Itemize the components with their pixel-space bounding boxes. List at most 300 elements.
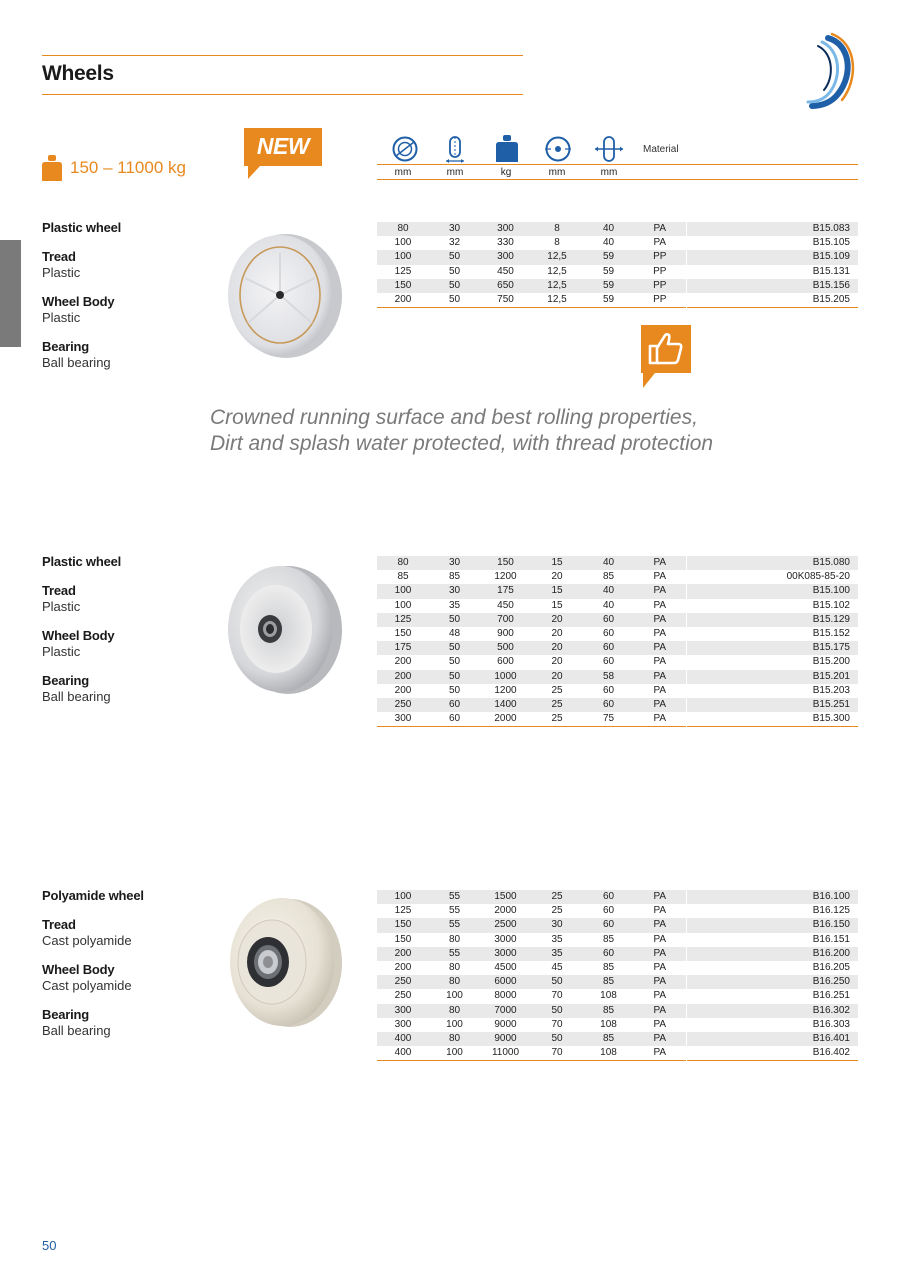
article-code-cell: B16.151	[743, 933, 858, 947]
table-cell: 55	[429, 947, 480, 961]
table-cell: 60	[429, 712, 480, 727]
table-cell: PA	[634, 1018, 686, 1032]
table-cell: PA	[634, 599, 686, 613]
article-code-cell: B16.251	[743, 989, 858, 1003]
table-cell: 100	[377, 584, 429, 598]
table-cell: 80	[377, 222, 429, 236]
table-row	[377, 584, 858, 598]
table-row	[377, 599, 858, 613]
table-cell: 200	[377, 947, 429, 961]
plastic-wheel-bearing-image	[220, 560, 346, 698]
table-cell: 59	[583, 279, 634, 293]
table-cell: 12,5	[531, 293, 583, 308]
table-cell: 450	[480, 265, 531, 279]
table-cell: PA	[634, 222, 686, 236]
table-cell: 900	[480, 627, 531, 641]
article-code-cell: B16.401	[743, 1032, 858, 1046]
wheel-body-value: Cast polyamide	[42, 978, 132, 993]
table-cell: 400	[377, 1046, 429, 1061]
table-cell: 150	[377, 933, 429, 947]
table-cell: 35	[531, 947, 583, 961]
table-cell: 85	[583, 570, 634, 584]
table-cell: 60	[583, 947, 634, 961]
article-code-cell: B15.175	[743, 641, 858, 655]
table-cell: 1500	[480, 890, 531, 904]
table-cell: PA	[634, 975, 686, 989]
table-cell: 50	[531, 1004, 583, 1018]
unit-width: mm	[446, 167, 464, 178]
table-cell: 50	[429, 670, 480, 684]
wheel-body-value: Plastic	[42, 310, 81, 325]
bearing-value: Ball bearing	[42, 355, 111, 370]
wheel-diameter-icon	[390, 134, 420, 164]
table-cell: 55	[429, 918, 480, 932]
spacer-cell	[686, 599, 743, 613]
article-code-cell: B15.152	[743, 627, 858, 641]
table-cell: PA	[634, 584, 686, 598]
units-rule-top	[377, 164, 858, 165]
table-cell: 400	[377, 1032, 429, 1046]
table-cell: 25	[531, 698, 583, 712]
table-cell: 85	[583, 975, 634, 989]
table-cell: 8	[531, 236, 583, 250]
table-cell: PA	[634, 1032, 686, 1046]
article-code-cell: B15.080	[743, 556, 858, 570]
table-row	[377, 1004, 858, 1018]
tagline-line-2: Dirt and splash water protected, with thread protection	[210, 432, 714, 455]
table-cell: PP	[634, 265, 686, 279]
table-row	[377, 961, 858, 975]
table-cell: PP	[634, 250, 686, 264]
table-cell: PP	[634, 293, 686, 308]
tagline	[210, 405, 713, 457]
spacer-cell	[686, 293, 743, 308]
spacer-cell	[686, 250, 743, 264]
table-row	[377, 222, 858, 236]
table-cell: 25	[531, 712, 583, 727]
section-3-table	[377, 890, 858, 1061]
table-row	[377, 655, 858, 669]
table-cell: PA	[634, 1004, 686, 1018]
spacer-cell	[686, 236, 743, 250]
load-capacity-icon	[492, 134, 522, 164]
article-code-cell: B16.150	[743, 918, 858, 932]
table-cell: 500	[480, 641, 531, 655]
spacer-cell	[686, 1032, 743, 1046]
table-row	[377, 613, 858, 627]
table-cell: 85	[377, 570, 429, 584]
wheel-width-icon	[440, 134, 470, 164]
table-cell: 50	[531, 975, 583, 989]
table-cell: PA	[634, 933, 686, 947]
table-cell: 50	[429, 293, 480, 308]
table-cell: 15	[531, 584, 583, 598]
table-cell: 40	[583, 556, 634, 570]
table-cell: 60	[583, 904, 634, 918]
table-row	[377, 570, 858, 584]
article-code-cell: B15.251	[743, 698, 858, 712]
article-code-cell: B15.200	[743, 655, 858, 669]
article-code-cell: B16.303	[743, 1018, 858, 1032]
table-cell: 80	[377, 556, 429, 570]
table-row	[377, 556, 858, 570]
table-cell: PA	[634, 918, 686, 932]
table-cell: 15	[531, 556, 583, 570]
table-cell: PA	[634, 236, 686, 250]
article-code-cell: B15.083	[743, 222, 858, 236]
table-cell: 80	[429, 975, 480, 989]
table-cell: 60	[583, 684, 634, 698]
table-cell: 450	[480, 599, 531, 613]
table-cell: 25	[531, 684, 583, 698]
bearing-label: Bearing	[42, 339, 90, 354]
table-cell: 2000	[480, 712, 531, 727]
unit-load: kg	[500, 167, 512, 178]
tread-value: Plastic	[42, 265, 81, 280]
table-cell: 200	[377, 670, 429, 684]
article-code-cell: B15.131	[743, 265, 858, 279]
table-cell: 9000	[480, 1032, 531, 1046]
table-cell: 2500	[480, 918, 531, 932]
table-cell: 200	[377, 684, 429, 698]
table-cell: 85	[583, 1004, 634, 1018]
table-cell: 50	[429, 684, 480, 698]
table-cell: 80	[429, 961, 480, 975]
table-cell: 70	[531, 989, 583, 1003]
table-cell: 100	[429, 989, 480, 1003]
spacer-cell	[686, 222, 743, 236]
article-code-cell: B15.201	[743, 670, 858, 684]
spacer-cell	[686, 627, 743, 641]
table-row	[377, 904, 858, 918]
table-cell: 175	[480, 584, 531, 598]
table-cell: 100	[377, 250, 429, 264]
table-row	[377, 918, 858, 932]
table-cell: 30	[531, 918, 583, 932]
section-1-table	[377, 222, 858, 308]
table-cell: 60	[583, 627, 634, 641]
bearing-label: Bearing	[42, 1007, 90, 1022]
table-cell: 3000	[480, 933, 531, 947]
section-2-table	[377, 556, 858, 727]
table-cell: PA	[634, 556, 686, 570]
table-cell: 150	[377, 918, 429, 932]
spacer-cell	[686, 712, 743, 727]
table-cell: 3000	[480, 947, 531, 961]
table-cell: 9000	[480, 1018, 531, 1032]
bearing-label: Bearing	[42, 673, 90, 688]
hub-length-icon	[594, 134, 624, 164]
table-cell: 100	[429, 1046, 480, 1061]
table-cell: 4500	[480, 961, 531, 975]
table-cell: 30	[429, 556, 480, 570]
table-cell: 250	[377, 989, 429, 1003]
table-cell: 50	[429, 265, 480, 279]
spacer-cell	[686, 890, 743, 904]
tread-value: Cast polyamide	[42, 933, 132, 948]
table-cell: PA	[634, 655, 686, 669]
tread-value: Plastic	[42, 599, 81, 614]
table-cell: 59	[583, 265, 634, 279]
table-row	[377, 250, 858, 264]
table-row	[377, 670, 858, 684]
spacer-cell	[686, 556, 743, 570]
table-cell: 700	[480, 613, 531, 627]
table-cell: 200	[377, 293, 429, 308]
article-code-cell: B15.109	[743, 250, 858, 264]
table-cell: 80	[429, 1032, 480, 1046]
table-cell: PA	[634, 904, 686, 918]
spacer-cell	[686, 655, 743, 669]
table-cell: 40	[583, 584, 634, 598]
table-row	[377, 236, 858, 250]
table-cell: 300	[377, 712, 429, 727]
table-cell: 55	[429, 890, 480, 904]
spacer-cell	[686, 1018, 743, 1032]
units-rule-bottom	[377, 179, 858, 180]
bearing-value: Ball bearing	[42, 1023, 111, 1038]
article-code-cell: B15.205	[743, 293, 858, 308]
section-side-tab	[0, 240, 21, 347]
table-cell: 20	[531, 627, 583, 641]
spacer-cell	[686, 947, 743, 961]
table-cell: 100	[429, 1018, 480, 1032]
table-cell: 125	[377, 265, 429, 279]
unit-hub: mm	[600, 167, 618, 178]
table-cell: 85	[583, 961, 634, 975]
table-cell: PA	[634, 613, 686, 627]
article-code-cell: B15.156	[743, 279, 858, 293]
table-cell: 20	[531, 613, 583, 627]
table-cell: PA	[634, 890, 686, 904]
unit-bore: mm	[548, 167, 566, 178]
table-row	[377, 627, 858, 641]
table-cell: 48	[429, 627, 480, 641]
wheel-body-label: Wheel Body	[42, 962, 115, 977]
article-code-cell: B16.302	[743, 1004, 858, 1018]
table-row	[377, 293, 858, 308]
spacer-cell	[686, 570, 743, 584]
table-cell: 60	[583, 698, 634, 712]
table-row	[377, 684, 858, 698]
table-cell: 45	[531, 961, 583, 975]
article-code-cell: B15.203	[743, 684, 858, 698]
table-cell: 12,5	[531, 265, 583, 279]
spacer-cell	[686, 904, 743, 918]
table-row	[377, 989, 858, 1003]
table-cell: 200	[377, 961, 429, 975]
spacer-cell	[686, 989, 743, 1003]
table-cell: 150	[377, 627, 429, 641]
table-row	[377, 1032, 858, 1046]
table-cell: PA	[634, 698, 686, 712]
thumbs-up-badge	[641, 325, 691, 389]
spacer-cell	[686, 279, 743, 293]
table-cell: 50	[531, 1032, 583, 1046]
table-cell: 60	[583, 890, 634, 904]
article-code-cell: B16.125	[743, 904, 858, 918]
table-cell: 80	[429, 1004, 480, 1018]
table-cell: 150	[480, 556, 531, 570]
table-row	[377, 698, 858, 712]
table-cell: 32	[429, 236, 480, 250]
spacer-cell	[686, 1004, 743, 1018]
table-cell: 59	[583, 250, 634, 264]
table-cell: 70	[531, 1046, 583, 1061]
article-code-cell: B16.402	[743, 1046, 858, 1061]
table-cell: 2000	[480, 904, 531, 918]
table-row	[377, 712, 858, 727]
spacer-cell	[686, 975, 743, 989]
table-cell: 60	[583, 918, 634, 932]
table-cell: 15	[531, 599, 583, 613]
spacer-cell	[686, 698, 743, 712]
table-cell: PA	[634, 670, 686, 684]
spacer-cell	[686, 265, 743, 279]
table-cell: 50	[429, 613, 480, 627]
tread-label: Tread	[42, 917, 76, 932]
load-range	[42, 155, 186, 181]
table-cell: 300	[480, 250, 531, 264]
table-cell: 85	[583, 1032, 634, 1046]
table-cell: 175	[377, 641, 429, 655]
table-cell: 1200	[480, 570, 531, 584]
table-cell: 250	[377, 975, 429, 989]
table-cell: 6000	[480, 975, 531, 989]
new-badge	[242, 126, 324, 180]
table-cell: 55	[429, 904, 480, 918]
table-cell: 750	[480, 293, 531, 308]
title-rule-bottom	[42, 94, 523, 95]
bearing-value: Ball bearing	[42, 689, 111, 704]
bore-diameter-icon	[543, 134, 573, 164]
spacer-cell	[686, 641, 743, 655]
table-cell: 7000	[480, 1004, 531, 1018]
table-cell: 85	[583, 933, 634, 947]
table-cell: 8000	[480, 989, 531, 1003]
article-code-cell: B15.300	[743, 712, 858, 727]
table-row	[377, 265, 858, 279]
table-cell: 85	[429, 570, 480, 584]
page-number: 50	[42, 1238, 57, 1253]
section-2-specs	[42, 554, 121, 705]
article-code-cell: B15.129	[743, 613, 858, 627]
table-cell: 60	[583, 655, 634, 669]
table-cell: 300	[377, 1018, 429, 1032]
unit-diameter: mm	[394, 167, 412, 178]
article-code-cell: B16.205	[743, 961, 858, 975]
article-code-cell: 00K085-85-20	[743, 570, 858, 584]
table-row	[377, 890, 858, 904]
section-3-specs	[42, 888, 144, 1039]
table-cell: 125	[377, 613, 429, 627]
tread-label: Tread	[42, 583, 76, 598]
spacer-cell	[686, 584, 743, 598]
table-cell: PA	[634, 570, 686, 584]
table-cell: 58	[583, 670, 634, 684]
table-cell: 108	[583, 989, 634, 1003]
table-row	[377, 947, 858, 961]
material-column-label: Material	[643, 144, 679, 155]
table-cell: PA	[634, 947, 686, 961]
product-name: Polyamide wheel	[42, 888, 144, 903]
table-cell: 40	[583, 222, 634, 236]
table-cell: 100	[377, 599, 429, 613]
load-range-text: 150 – 11000 kg	[70, 158, 186, 177]
table-cell: 250	[377, 698, 429, 712]
table-cell: 108	[583, 1046, 634, 1061]
table-row	[377, 641, 858, 655]
table-cell: 60	[583, 613, 634, 627]
title-rule-top	[42, 55, 523, 56]
table-cell: 25	[531, 890, 583, 904]
tread-label: Tread	[42, 249, 76, 264]
table-row	[377, 1046, 858, 1061]
table-cell: 59	[583, 293, 634, 308]
table-cell: 330	[480, 236, 531, 250]
table-cell: PA	[634, 641, 686, 655]
spacer-cell	[686, 918, 743, 932]
table-cell: 300	[377, 1004, 429, 1018]
product-name: Plastic wheel	[42, 220, 122, 235]
brand-logo	[788, 30, 862, 110]
table-cell: 1000	[480, 670, 531, 684]
table-cell: PA	[634, 712, 686, 727]
table-cell: 8	[531, 222, 583, 236]
article-code-cell: B16.100	[743, 890, 858, 904]
table-cell: 100	[377, 890, 429, 904]
table-cell: 60	[583, 641, 634, 655]
article-code-cell: B15.105	[743, 236, 858, 250]
tagline-line-1: Crowned running surface and best rolling properties,	[210, 406, 698, 429]
table-row	[377, 975, 858, 989]
table-cell: 35	[531, 933, 583, 947]
table-row	[377, 1018, 858, 1032]
table-cell: PA	[634, 989, 686, 1003]
spacer-cell	[686, 670, 743, 684]
table-cell: 1400	[480, 698, 531, 712]
table-cell: 35	[429, 599, 480, 613]
section-1-specs	[42, 220, 121, 371]
wheel-body-label: Wheel Body	[42, 294, 115, 309]
table-cell: 50	[429, 655, 480, 669]
table-cell: 20	[531, 570, 583, 584]
table-cell: 1200	[480, 684, 531, 698]
spacer-cell	[686, 1046, 743, 1061]
table-cell: PA	[634, 627, 686, 641]
table-cell: PP	[634, 279, 686, 293]
article-code-cell: B15.102	[743, 599, 858, 613]
table-cell: 108	[583, 1018, 634, 1032]
wheel-body-label: Wheel Body	[42, 628, 115, 643]
table-cell: PA	[634, 1046, 686, 1061]
plastic-wheel-image	[220, 228, 346, 362]
table-cell: 40	[583, 599, 634, 613]
spacer-cell	[686, 684, 743, 698]
table-cell: 300	[480, 222, 531, 236]
table-cell: 20	[531, 670, 583, 684]
weight-icon	[42, 155, 62, 181]
table-cell: 75	[583, 712, 634, 727]
table-cell: 20	[531, 641, 583, 655]
table-cell: 12,5	[531, 250, 583, 264]
table-cell: PA	[634, 684, 686, 698]
table-cell: 150	[377, 279, 429, 293]
table-cell: 40	[583, 236, 634, 250]
spacer-cell	[686, 933, 743, 947]
wheel-body-value: Plastic	[42, 644, 81, 659]
table-cell: 125	[377, 904, 429, 918]
